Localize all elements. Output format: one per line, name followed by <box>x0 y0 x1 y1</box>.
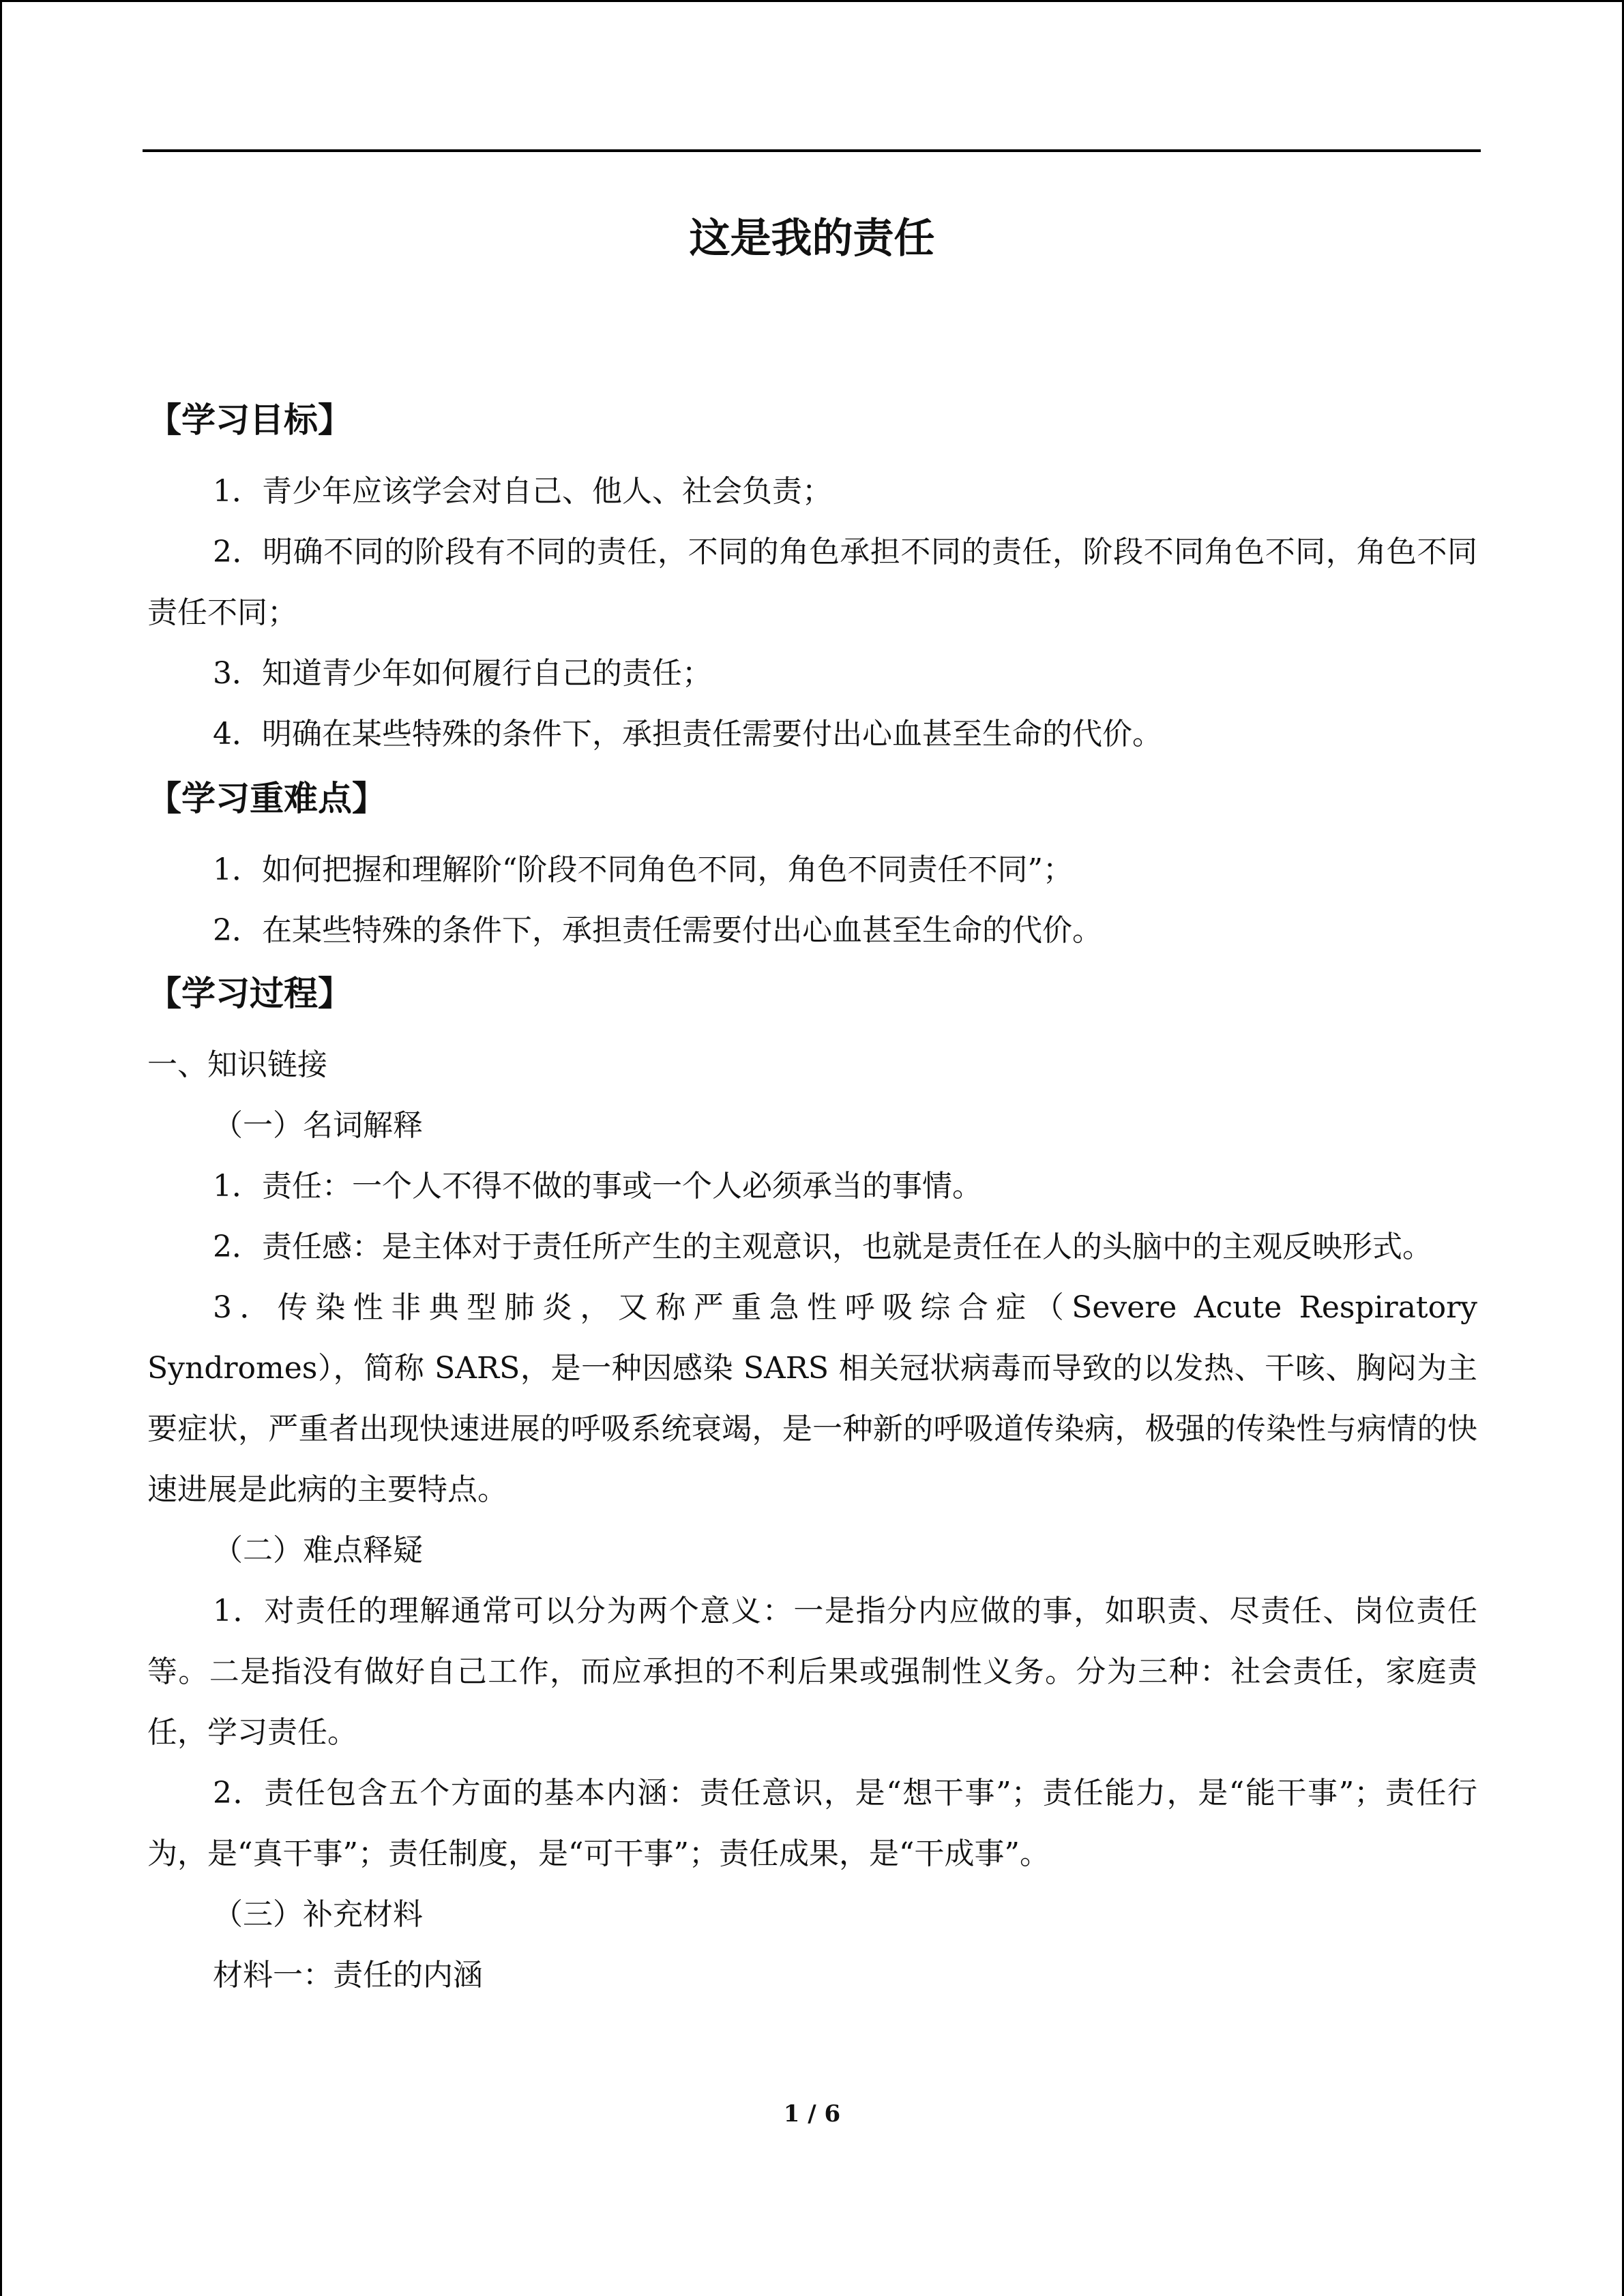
key-point-item: 1．如何把握和理解阶“阶段不同角色不同，角色不同责任不同”； <box>213 852 1073 887</box>
term-definition: 3．传染性非典型肺炎，又称严重急性呼吸综合症（Severe Acute Respiratory Syndromes），简称 SARS，是一种因感染 SARS 相关冠状病毒而导致的以发热、干咳、胸闷为主要症状，严重者出现快速进展的呼吸系统衰竭，是一种新的呼吸道传染病，极强的传染性与病情的快速进展是此病的主要特点。 <box>147 1290 1477 1507</box>
page-border-left <box>0 0 2 2296</box>
heading-key-points: 【学习重难点】 <box>147 779 386 818</box>
difficulty-explanation: 1．对责任的理解通常可以分为两个意义：一是指分内应做的事，如职责、尽责任、岗位责任等。二是指没有做好自己工作，而应承担的不利后果或强制性义务。分为三种：社会责任，家庭责任，学习责任。 <box>147 1594 1477 1750</box>
goal-item: 4．明确在某些特殊的条件下，承担责任需要付出心血甚至生命的代价。 <box>213 717 1162 751</box>
subsection-title: （三）补充材料 <box>213 1897 423 1932</box>
document-body <box>147 382 1477 2006</box>
heading-learning-goals: 【学习目标】 <box>147 400 352 440</box>
heading-learning-process: 【学习过程】 <box>147 974 352 1013</box>
page-border-top <box>0 0 1624 2</box>
term-definition: 1．责任：一个人不得不做的事或一个人必须承当的事情。 <box>213 1169 982 1204</box>
subsection-title: （一）名词解释 <box>213 1108 423 1143</box>
document-title: 这是我的责任 <box>689 215 935 263</box>
goal-item: 2．明确不同的阶段有不同的责任，不同的角色承担不同的责任，阶段不同角色不同，角色不同责任不同； <box>147 535 1477 630</box>
difficulty-explanation: 2．责任包含五个方面的基本内涵：责任意识，是“想干事”；责任能力，是“能干事”；责任行为，是“真干事”；责任制度，是“可干事”；责任成果，是“干成事”。 <box>147 1776 1477 1871</box>
header-rule <box>143 149 1481 152</box>
part1-title: 一、知识链接 <box>147 1047 327 1082</box>
goal-item: 1．青少年应该学会对自己、他人、社会负责； <box>213 474 832 509</box>
goal-item: 3．知道青少年如何履行自己的责任； <box>213 656 712 691</box>
subsection-title: （二）难点释疑 <box>213 1533 423 1568</box>
material-title: 材料一：责任的内涵 <box>213 1958 483 1993</box>
key-point-item: 2．在某些特殊的条件下，承担责任需要付出心血甚至生命的代价。 <box>213 913 1102 948</box>
page-number: 1 / 6 <box>783 2100 841 2128</box>
term-definition: 2．责任感：是主体对于责任所产生的主观意识，也就是责任在人的头脑中的主观反映形式。 <box>213 1229 1432 1264</box>
